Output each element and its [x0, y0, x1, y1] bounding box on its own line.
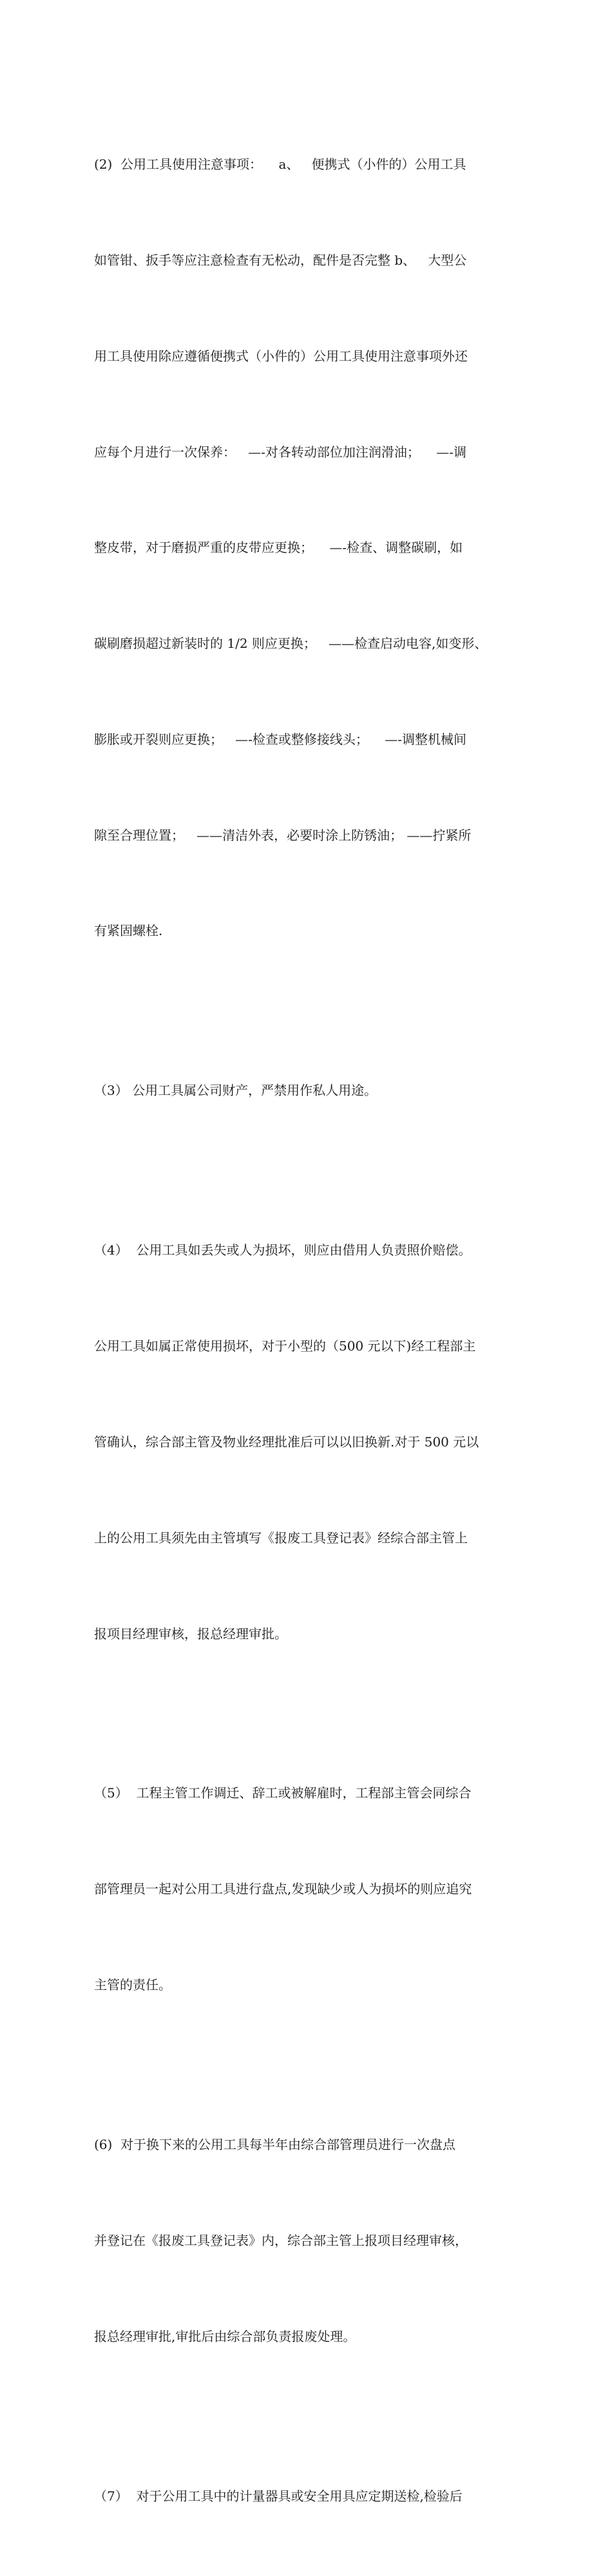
- text-line: 上的公用工具须先由主管填写《报废工具登记表》经综合部主管上: [94, 1530, 468, 1546]
- text-line: 应每个月进行一次保养： —-对各转动部位加注润滑油； —-调: [94, 444, 467, 460]
- paragraph-item-7: [94, 2416, 527, 2576]
- text-line: 整皮带，对于磨损严重的皮带应更换； —-检查、调整碳刷，如: [94, 540, 463, 556]
- text-line: 碳刷磨损超过新装时的 1/2 则应更换； ——检查启动电容,如变形、: [94, 636, 488, 652]
- text-line: 部管理员一起对公用工具进行盘点,发现缺少或人为损坏的则应追究: [94, 1881, 472, 1897]
- text-line: (2) 公用工具使用注意事项： a、 便携式（小件的）公用工具: [94, 156, 466, 173]
- text-line: 隙至合理位置； ——清洁外表，必要时涂上防锈油； ——拧紧所: [94, 827, 472, 843]
- text-line: 主管的责任。: [94, 1977, 171, 1993]
- document-body: [94, 85, 527, 2576]
- text-line: （3） 公用工具属公司财产，严禁用作私人用途。: [94, 1083, 378, 1099]
- text-line: 并登记在《报废工具登记表》内，综合部主管上报项目经理审核，: [94, 2232, 468, 2248]
- text-line: (6) 对于换下来的公用工具每半年由综合部管理员进行一次盘点: [94, 2137, 456, 2152]
- paragraph-item-2: [94, 85, 527, 1011]
- text-line: （4） 公用工具如丢失或人为损坏，则应由借用人负责照价赔偿。: [94, 1242, 472, 1258]
- paragraph-item-3: [94, 1011, 527, 1171]
- paragraph-item-5: [94, 1714, 527, 2065]
- text-line: 报项目经理审核，报总经理审批。: [94, 1625, 287, 1642]
- text-line: 膨胀或开裂则应更换； —-检查或整修接线头； —-调整机械间: [94, 731, 467, 747]
- text-line: 如管钳、扳手等应注意检查有无松动，配件是否完整 b、 大型公: [94, 252, 467, 268]
- paragraph-item-6: [94, 2065, 527, 2417]
- text-line: （5） 工程主管工作调迁、辞工或被解雇时，工程部主管会同综合: [94, 1785, 472, 1801]
- text-line: 公用工具如属正常使用损坏，对于小型的（500 元以下)经工程部主: [94, 1338, 476, 1354]
- text-line: （7） 对于公用工具中的计量器具或安全用具应定期送检,检验后: [94, 2488, 463, 2504]
- text-line: 管确认，综合部主管及物业经理批准后可以以旧换新.对于 500 元以: [94, 1434, 479, 1450]
- text-line: 报总经理审批,审批后由综合部负责报废处理。: [94, 2328, 356, 2344]
- text-line: 用工具使用除应遵循便携式（小件的）公用工具使用注意事项外还: [94, 348, 468, 364]
- text-line: 有紧固螺栓.: [94, 923, 163, 939]
- paragraph-item-4: [94, 1171, 527, 1714]
